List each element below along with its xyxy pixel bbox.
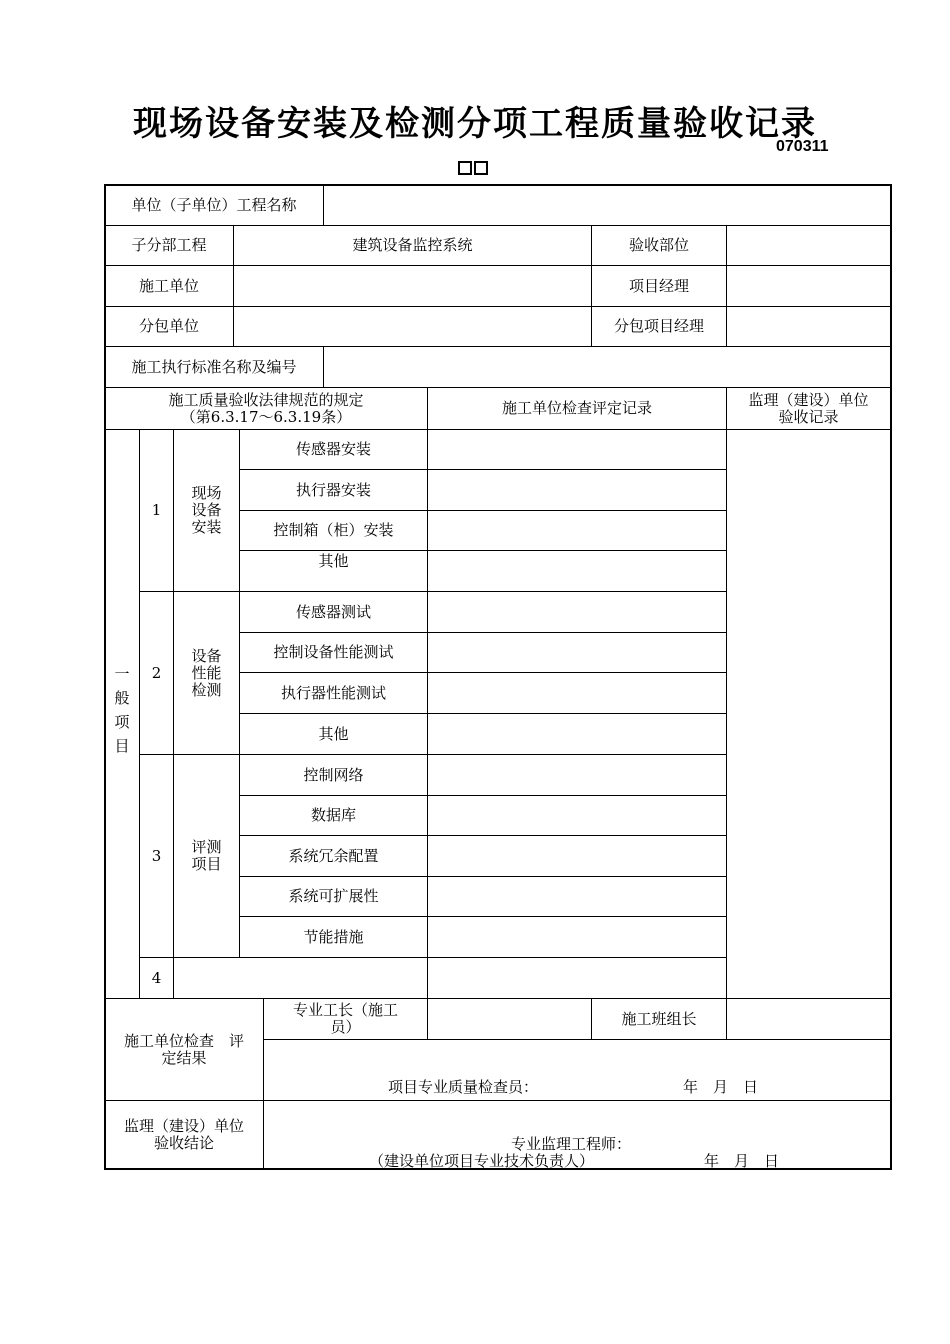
- subcontractor-label: 分包单位: [138, 317, 199, 335]
- acceptance-part-field[interactable]: [727, 226, 890, 265]
- item-label: 控制箱（柜）安装: [273, 521, 394, 539]
- inspection-cell[interactable]: [428, 714, 726, 754]
- group-name-line: 安装: [191, 518, 222, 536]
- foreman-signature-field[interactable]: [428, 999, 591, 1039]
- check-result-label: [105, 999, 263, 1100]
- spec-header: [105, 388, 427, 429]
- unit-name-field[interactable]: [324, 185, 890, 225]
- item-label: 控制网络: [303, 765, 364, 784]
- group-name-line: 设备: [191, 646, 222, 665]
- inspection-cell[interactable]: [428, 958, 726, 998]
- foreman-line1: 专业工长（施工: [292, 1001, 398, 1019]
- group-name-line: 评测: [191, 838, 222, 856]
- general-char: 一: [114, 665, 130, 683]
- group-name-line: 设备: [191, 501, 222, 519]
- acceptance-part-label: 验收部位: [628, 236, 689, 254]
- standard-field[interactable]: [324, 347, 890, 387]
- group-name-line: 检测: [191, 680, 222, 699]
- team-leader-label: 施工班组长: [621, 1009, 697, 1028]
- spec-header-line2: （第6.3.17～6.3.19条）: [180, 407, 352, 426]
- group-number: 1: [151, 501, 162, 519]
- item-label: 数据库: [310, 806, 356, 824]
- item-label: 节能措施: [303, 927, 364, 946]
- item-label: 执行器性能测试: [280, 683, 386, 702]
- supervision-header-line2: 验收记录: [778, 407, 839, 426]
- foreman-line2: 员）: [330, 1018, 361, 1036]
- inspection-cell[interactable]: [428, 430, 726, 469]
- team-leader-signature-field[interactable]: [727, 999, 890, 1039]
- construction-unit-label: 施工单位: [138, 276, 199, 295]
- spec-header-line1: 施工质量验收法律规范的规定: [168, 390, 364, 409]
- sub-pm-field[interactable]: [727, 307, 890, 346]
- general-char: 般: [114, 689, 130, 707]
- supervision-conclusion-line2: 验收结论: [153, 1133, 214, 1152]
- inspection-header: 施工单位检查评定记录: [501, 399, 652, 417]
- sub-project-field[interactable]: 建筑设备监控系统: [352, 236, 473, 254]
- item-label: 其他: [318, 551, 349, 570]
- group-number: 2: [151, 663, 162, 682]
- item-label: 执行器安装: [295, 480, 371, 499]
- supervising-engineer-label: 专业监理工程师：: [511, 1135, 632, 1153]
- inspection-cell[interactable]: [428, 836, 726, 876]
- supervision-record-cell[interactable]: [727, 430, 890, 998]
- supervision-header-line1: 监理（建设）单位: [748, 390, 869, 409]
- group-number: 3: [151, 846, 162, 865]
- page-title: 现场设备安装及检测分项工程质量验收记录: [133, 104, 817, 144]
- sub-project-label: 子分部工程: [131, 236, 207, 254]
- inspection-cell[interactable]: [428, 633, 726, 672]
- inspection-cell[interactable]: [428, 551, 726, 591]
- group-number: 4: [151, 968, 162, 987]
- standard-label: 施工执行标准名称及编号: [131, 357, 297, 376]
- form-code: 070311: [776, 138, 829, 155]
- sub-pm-label: 分包项目经理: [613, 317, 704, 335]
- inspection-cell[interactable]: [428, 877, 726, 916]
- inspection-cell[interactable]: [428, 755, 726, 795]
- group-name-line: 现场: [191, 484, 222, 502]
- supervision-conclusion-line1: 监理（建设）单位: [123, 1116, 244, 1135]
- construction-unit-field[interactable]: [234, 266, 591, 306]
- general-char: 项: [114, 713, 130, 731]
- item-label: 传感器安装: [295, 440, 371, 458]
- inspection-cell[interactable]: [428, 796, 726, 835]
- project-manager-label: 项目经理: [628, 276, 689, 295]
- inspection-cell[interactable]: [428, 470, 726, 510]
- group-name: [174, 592, 239, 754]
- item-label: 控制设备性能测试: [273, 643, 394, 661]
- group-name: [174, 430, 239, 591]
- inspection-cell[interactable]: [428, 511, 726, 550]
- inspection-cell[interactable]: [428, 673, 726, 713]
- check-result-line2: 定结果: [161, 1048, 207, 1067]
- project-manager-field[interactable]: [727, 266, 890, 306]
- qc-inspector-label: 项目专业质量检查员：: [388, 1078, 539, 1096]
- placeholder-glyphs: [458, 161, 488, 175]
- unit-name-label: 单位（子单位）工程名称: [131, 195, 297, 214]
- inspection-cell[interactable]: [428, 917, 726, 957]
- supervision-conclusion-label: [105, 1101, 263, 1168]
- group-name: [174, 755, 239, 957]
- subcontractor-field[interactable]: [234, 307, 591, 346]
- check-date: 年 月 日: [683, 1078, 759, 1096]
- supervision-date: 年 月 日: [704, 1152, 780, 1170]
- owner-rep-label: （建设单位项目专业技术负责人）: [369, 1152, 595, 1170]
- general-items-label: [112, 662, 132, 758]
- general-char: 目: [114, 737, 130, 755]
- check-result-line1: 施工单位检查 评: [123, 1031, 244, 1050]
- item-label: 传感器测试: [295, 602, 371, 621]
- foreman-label: [264, 999, 427, 1039]
- item-label: 系统冗余配置: [288, 846, 379, 865]
- group-name-line: 性能: [191, 663, 222, 682]
- item-label: 系统可扩展性: [288, 887, 379, 905]
- inspection-cell[interactable]: [428, 592, 726, 632]
- group-name-line: 项目: [191, 855, 222, 873]
- supervision-header: [727, 388, 890, 429]
- item-label: 其他: [318, 724, 349, 743]
